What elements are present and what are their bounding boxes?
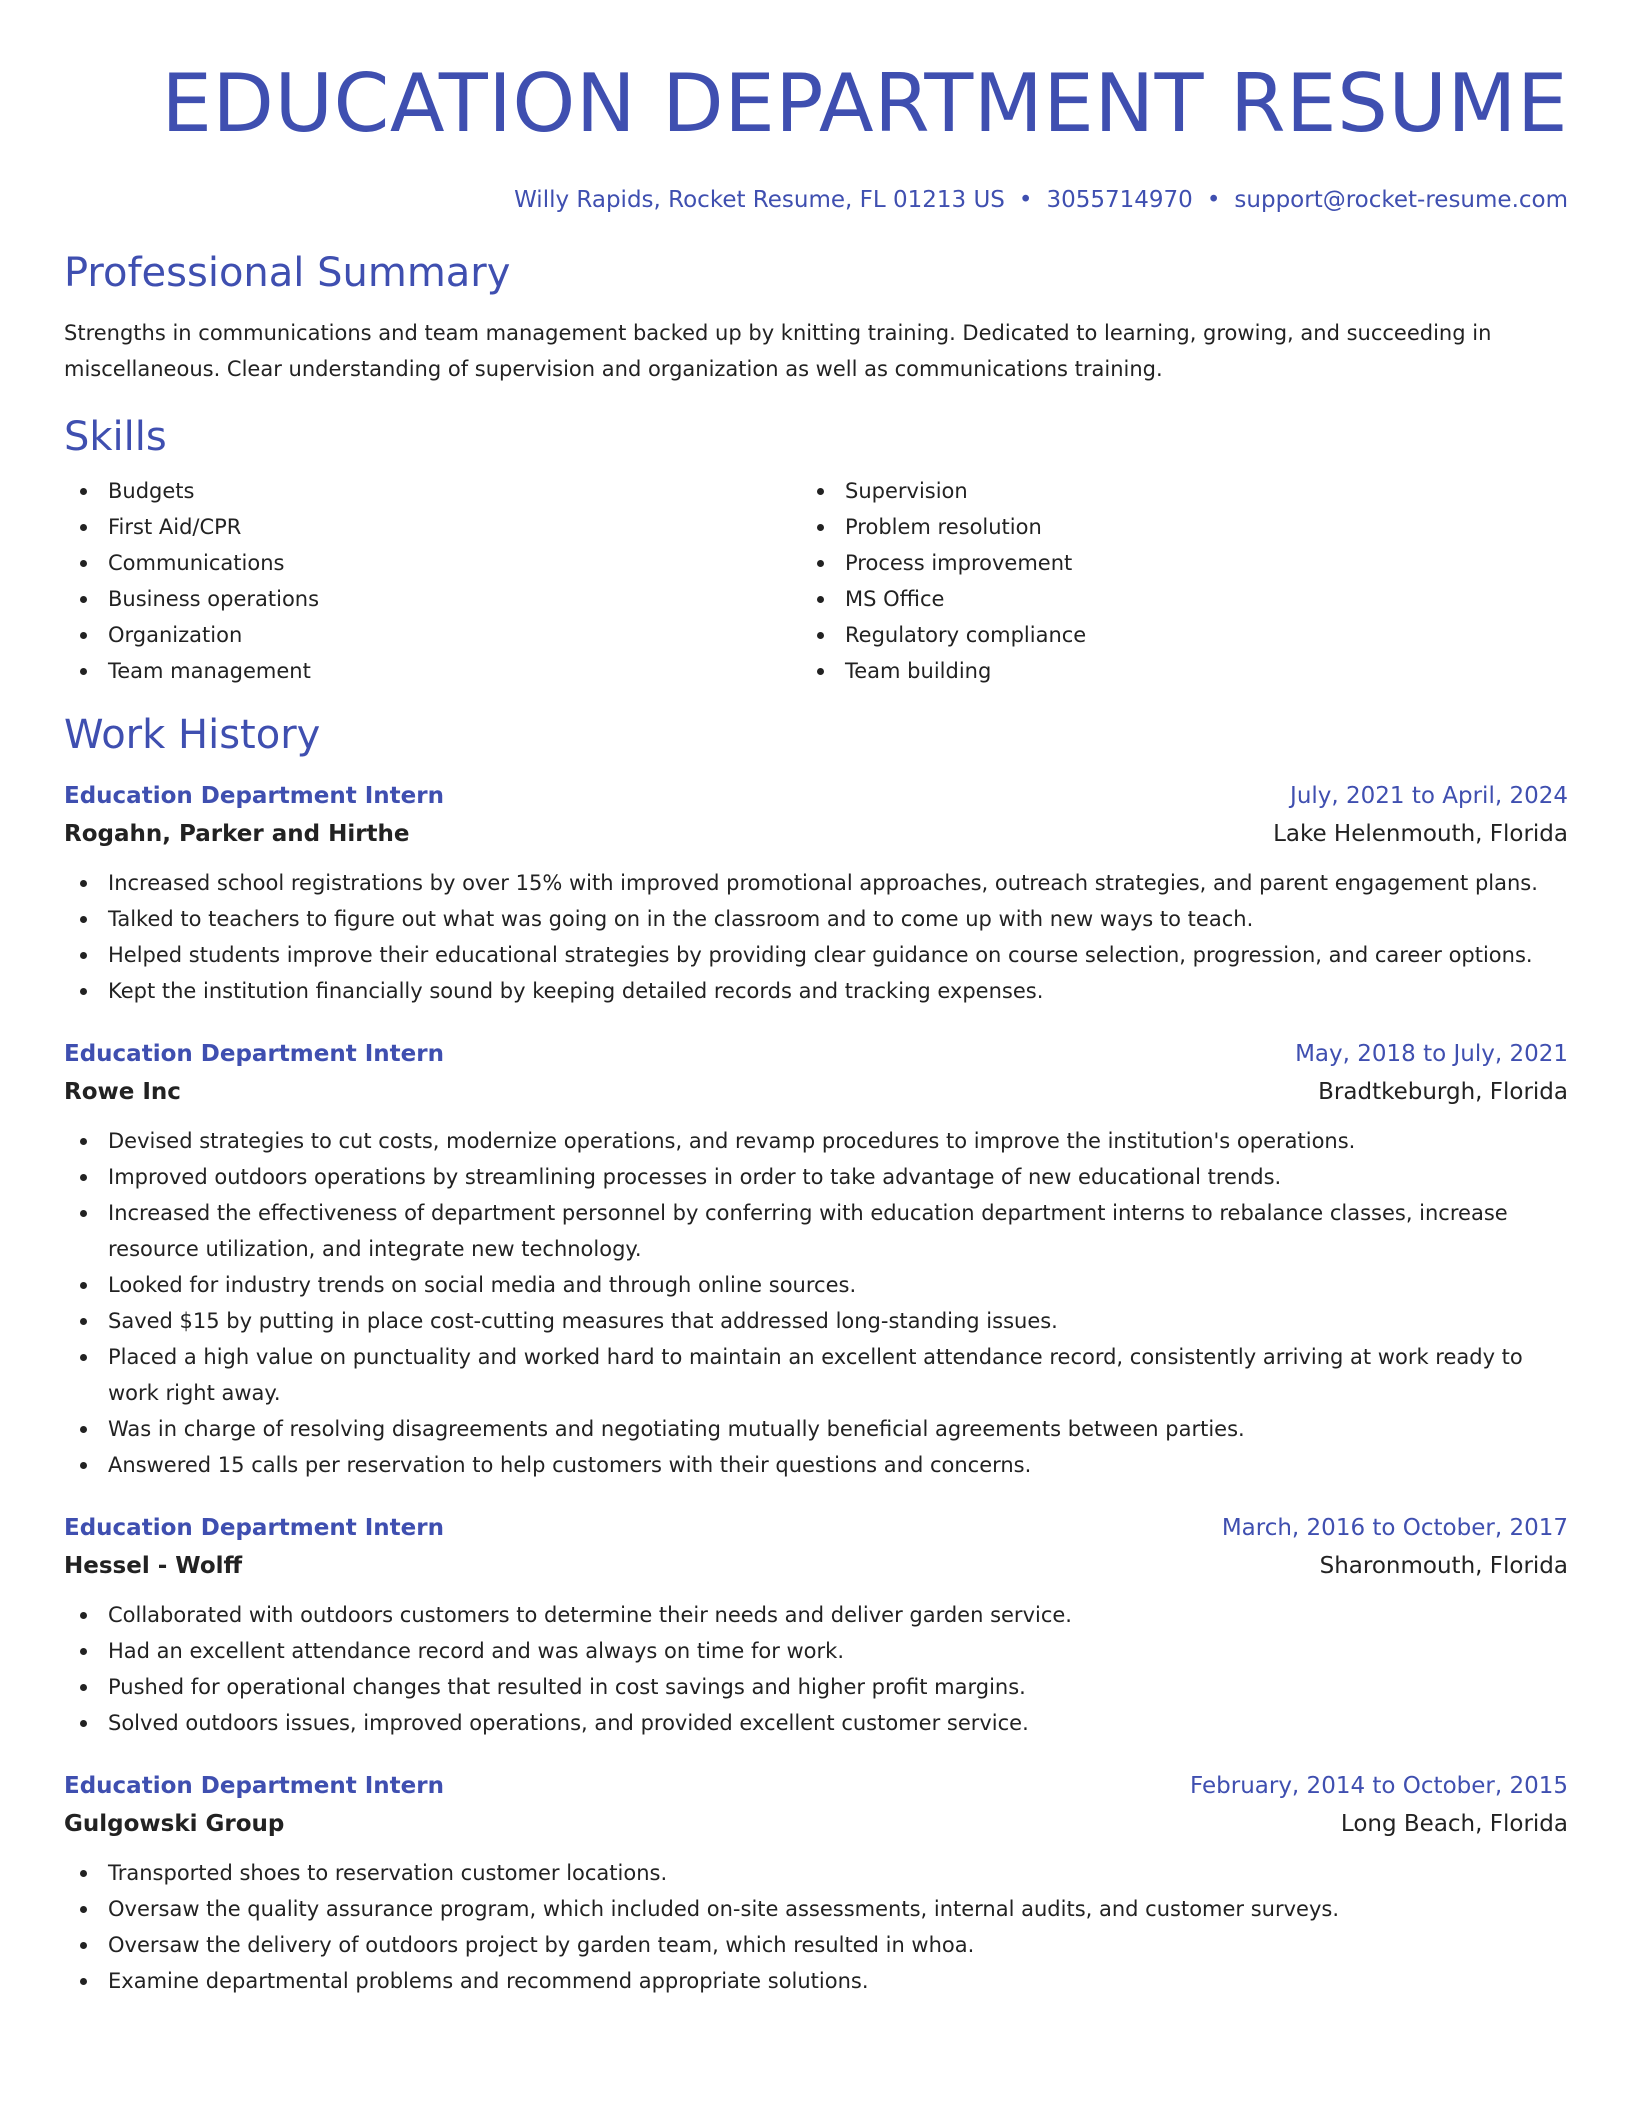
job-dates: July, 2021 to April, 2024 [1290, 783, 1568, 809]
skills-right-list [801, 473, 1538, 689]
job-entry [64, 1035, 1568, 1483]
job-duty: Solved outdoors issues, improved operations, and provided excellent customer service. [64, 1705, 1568, 1741]
skill-item: Regulatory compliance [801, 617, 1538, 653]
summary-heading: Professional Summary [64, 250, 511, 296]
skill-item: Problem resolution [801, 509, 1538, 545]
skill-item: Supervision [801, 473, 1538, 509]
skill-item: MS Office [801, 581, 1538, 617]
job-entry [64, 1509, 1568, 1741]
job-title: Education Department Intern [64, 1515, 444, 1541]
job-dates: February, 2014 to October, 2015 [1190, 1773, 1568, 1799]
job-company: Rowe Inc [64, 1079, 181, 1105]
skills-section [64, 409, 1568, 689]
job-location: Lake Helenmouth, Florida [1273, 821, 1568, 847]
work-history-section [64, 707, 1568, 1999]
job-header-row [64, 1509, 1568, 1547]
skill-item: Communications [64, 545, 801, 581]
job-company: Rogahn, Parker and Hirthe [64, 821, 410, 847]
job-header-row [64, 1767, 1568, 1805]
job-company-row [64, 815, 1568, 853]
job-duties-list [64, 1855, 1568, 1999]
job-duty: Transported shoes to reservation customer locations. [64, 1855, 1568, 1891]
job-duty: Answered 15 calls per reservation to help customers with their questions and concerns. [64, 1447, 1568, 1483]
job-duties-list [64, 1123, 1568, 1483]
contact-address: Willy Rapids, Rocket Resume, FL 01213 US [514, 187, 1005, 213]
skill-item: Organization [64, 617, 801, 653]
job-duty: Kept the institution financially sound by keeping detailed records and tracking expenses. [64, 973, 1568, 1009]
job-header-row [64, 777, 1568, 815]
job-location: Long Beach, Florida [1340, 1811, 1568, 1837]
summary-text: Strengths in communications and team management backed up by knitting training. Dedicated to learning, growing, and succeeding in miscellaneous. Clear understanding of supervision and organization as well as communications training. [64, 321, 1492, 381]
job-entry [64, 777, 1568, 1009]
job-duty: Placed a high value on punctuality and worked hard to maintain an excellent attendance record, consistently arriving at work ready to work right away. [64, 1339, 1568, 1411]
resume-title: EDUCATION DEPARTMENT RESUME [161, 57, 1568, 150]
job-duty: Had an excellent attendance record and was always on time for work. [64, 1633, 1568, 1669]
skill-item: Team building [801, 653, 1538, 689]
job-duties-list [64, 1597, 1568, 1741]
contact-email: support@rocket-resume.com [1234, 187, 1568, 213]
job-location: Bradtkeburgh, Florida [1318, 1079, 1568, 1105]
skill-item: Team management [64, 653, 801, 689]
contact-separator: • [1206, 187, 1221, 213]
job-duty: Saved $15 by putting in place cost-cutting measures that addressed long-standing issues. [64, 1303, 1568, 1339]
job-company: Gulgowski Group [64, 1811, 285, 1837]
contact-separator: • [1018, 187, 1033, 213]
job-title: Education Department Intern [64, 783, 444, 809]
skill-item: Budgets [64, 473, 801, 509]
job-header-row [64, 1035, 1568, 1073]
job-location: Sharonmouth, Florida [1319, 1553, 1568, 1579]
job-duty: Looked for industry trends on social media and through online sources. [64, 1267, 1568, 1303]
job-dates: May, 2018 to July, 2021 [1295, 1041, 1568, 1067]
job-duty: Pushed for operational changes that resulted in cost savings and higher profit margins. [64, 1669, 1568, 1705]
job-duty: Improved outdoors operations by streamlining processes in order to take advantage of new educational trends. [64, 1159, 1568, 1195]
resume-page [64, 0, 1568, 1999]
job-duty: Oversaw the delivery of outdoors project by garden team, which resulted in whoa. [64, 1927, 1568, 1963]
job-duties-list [64, 865, 1568, 1009]
job-duty: Devised strategies to cut costs, modernize operations, and revamp procedures to improve the institution's operations. [64, 1123, 1568, 1159]
job-company: Hessel - Wolff [64, 1553, 243, 1579]
job-entry [64, 1767, 1568, 1999]
job-duty: Was in charge of resolving disagreements and negotiating mutually beneficial agreements between parties. [64, 1411, 1568, 1447]
job-dates: March, 2016 to October, 2017 [1221, 1515, 1568, 1541]
job-duty: Collaborated with outdoors customers to determine their needs and deliver garden service. [64, 1597, 1568, 1633]
job-duty: Increased the effectiveness of department personnel by conferring with education department interns to rebalance classes, increase resource utilization, and integrate new technology. [64, 1195, 1568, 1267]
skill-item: Process improvement [801, 545, 1538, 581]
contact-phone: 3055714970 [1046, 187, 1193, 213]
job-duty: Oversaw the quality assurance program, which included on-site assessments, internal audits, and customer surveys. [64, 1891, 1568, 1927]
job-company-row [64, 1547, 1568, 1585]
skill-item: First Aid/CPR [64, 509, 801, 545]
skills-left-list [64, 473, 801, 689]
summary-section [64, 245, 1568, 387]
work-history-heading: Work History [64, 712, 321, 758]
skill-item: Business operations [64, 581, 801, 617]
contact-line [64, 183, 1568, 217]
skills-columns [64, 473, 1568, 689]
skills-heading: Skills [64, 414, 167, 460]
job-duty: Examine departmental problems and recommend appropriate solutions. [64, 1963, 1568, 1999]
job-title: Education Department Intern [64, 1773, 444, 1799]
job-company-row [64, 1073, 1568, 1111]
job-duty: Helped students improve their educational strategies by providing clear guidance on course selection, progression, and career options. [64, 937, 1568, 973]
job-duty: Increased school registrations by over 15% with improved promotional approaches, outreach strategies, and parent engagement plans. [64, 865, 1568, 901]
job-duty: Talked to teachers to figure out what was going on in the classroom and to come up with new ways to teach. [64, 901, 1568, 937]
job-company-row [64, 1805, 1568, 1843]
job-title: Education Department Intern [64, 1041, 444, 1067]
